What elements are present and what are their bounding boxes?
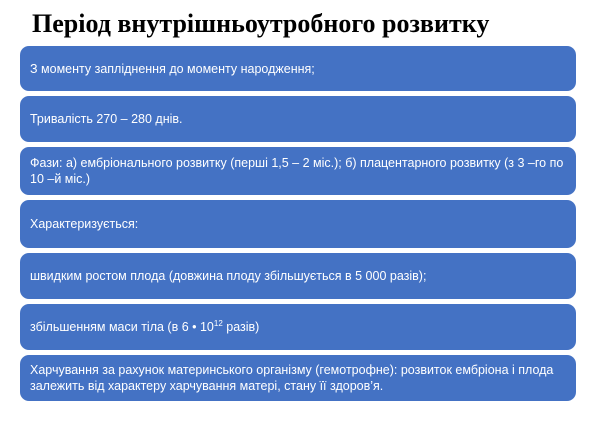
list-item-text — [30, 319, 259, 335]
list-item-fetal-growth — [20, 253, 576, 299]
list-item-text: Фази: а) ембріонального розвитку (перші 1,5 – 2 міс.); б) плацентарного розвитку (з 3 –го по 10 –й міс.) — [30, 156, 564, 186]
list-item-text-part: збільшенням маси тіла (в 6 • 10 — [30, 320, 214, 334]
list-item-duration — [20, 96, 576, 142]
list-item-conception-to-birth — [20, 46, 576, 91]
bullet-list — [20, 46, 576, 406]
exponent: 12 — [213, 318, 223, 328]
slide-title: Період внутрішньоутробного розвитку — [32, 9, 490, 38]
list-item-nutrition — [20, 355, 576, 401]
list-item-text: Характеризується: — [30, 217, 139, 231]
list-item-text: З моменту запліднення до моменту народження; — [30, 61, 315, 76]
list-item-characterized — [20, 200, 576, 248]
list-item-text-part: разів) — [222, 320, 260, 334]
list-item-body-mass — [20, 304, 576, 350]
list-item-text: Тривалість 270 – 280 днів. — [30, 112, 183, 126]
list-item-text: Харчування за рахунок материнського організму (гемотрофне): розвиток ембріона і плода залежить від характеру харчування матері, стану її здоров’я. — [30, 363, 554, 393]
list-item-phases — [20, 147, 576, 195]
list-item-text: швидким ростом плода (довжина плоду збільшується в 5 000 разів); — [30, 269, 427, 283]
